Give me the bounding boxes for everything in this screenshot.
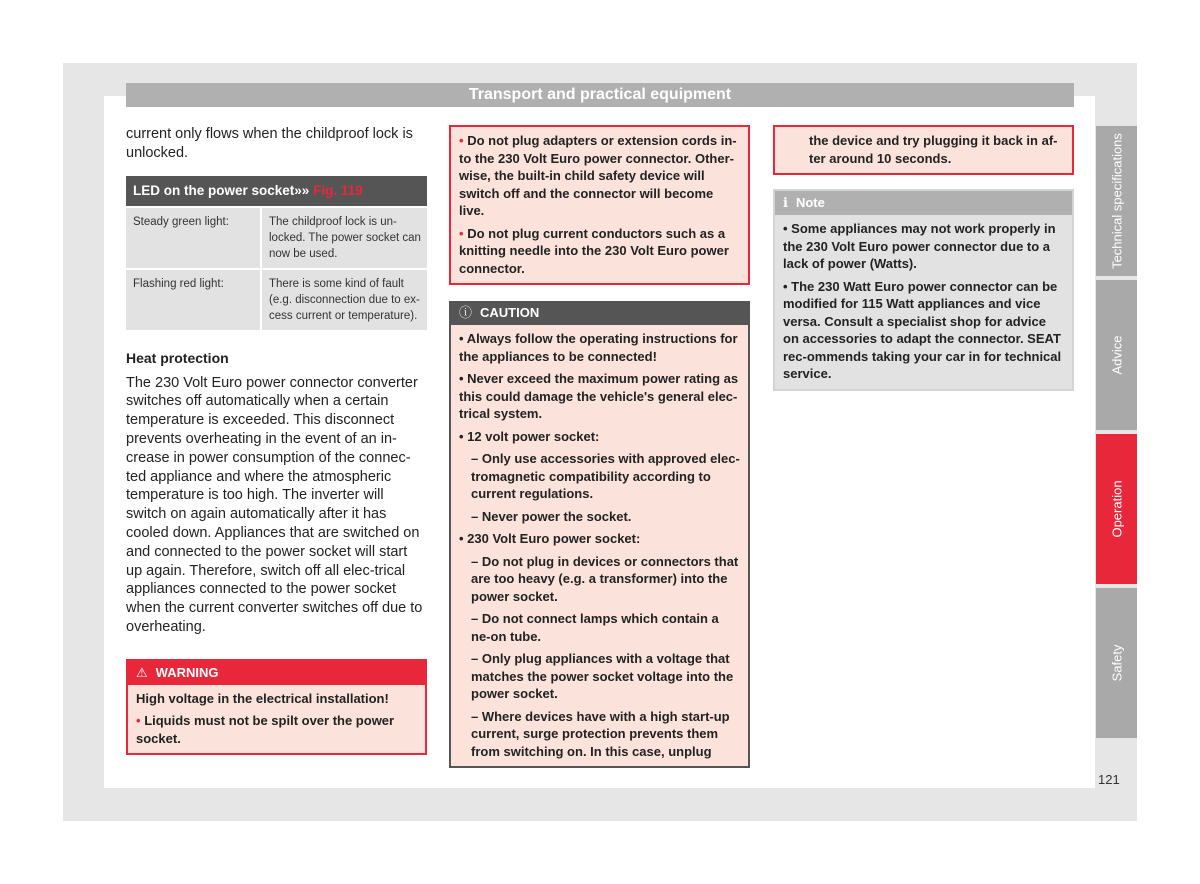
warning-continuation-body [451, 127, 748, 283]
note-box [773, 189, 1074, 391]
bullet-icon: • [459, 133, 464, 148]
sub-list-item-text: Do not connect lamps which contain a ne-on tube. [471, 611, 719, 644]
sub-list-item: – Only use accessories with approved elec-tromagnetic compatibility according to current regulations. [471, 451, 740, 501]
heat-protection-text: The 230 Volt Euro power connector converter switches off automatically when a certain temperature is exceeded. This disconnect prevents overheating in the event of an in-crease in power consumption of the connec-ted appliance and where the atmospheric temperature is too high. The inverter will switch on again automatically after it has cooled down. Appliances that are switched on and connected to the power socket will start up again. Therefore, switch off all elec-trical appliances connected to the power socket when the current converter switches off due to overheating. [126, 374, 423, 635]
sub-list-item: – Where devices have with a high start-up current, surge protection prevents them from switching on. In this case, unplug [471, 708, 730, 759]
warning-box [126, 659, 427, 756]
intro-text: current only flows when the childproof lock is unlocked. [126, 126, 413, 161]
column-3 [773, 125, 1074, 391]
led-state-label: Flashing red light: [133, 277, 224, 290]
led-state-label: Steady green light: [133, 215, 229, 228]
caution-continuation-box [773, 125, 1074, 175]
led-state-description: The childproof lock is un-locked. The power socket can now be used. [260, 208, 427, 268]
list-item: • 12 volt power socket: [459, 428, 600, 444]
sub-list-item-text: Where devices have with a high start-up current, surge protection prevents them from switching on. In this case, unplug [471, 708, 730, 759]
led-table-title: LED on the power socket [133, 182, 295, 198]
led-table [126, 176, 427, 330]
sub-list-item: – Do not connect lamps which contain a ne-on tube. [471, 611, 719, 644]
info-icon: ℹ [783, 195, 788, 210]
caution-body [451, 325, 748, 766]
arrow-icon: »» [294, 182, 310, 198]
sub-list-item-text: Only plug appliances with a voltage that matches the power socket voltage into the power socket. [471, 651, 734, 701]
sub-list-item: – Only plug appliances with a voltage that matches the power socket voltage into the power socket. [471, 651, 734, 701]
column-2 [449, 125, 750, 768]
led-table-header [126, 176, 427, 206]
sub-list-item: – Never power the socket. [471, 508, 632, 524]
note-body [775, 215, 1072, 389]
list-item [459, 132, 740, 220]
note-header [775, 191, 1072, 215]
tab-technical-specifications[interactable] [1096, 126, 1137, 276]
list-item: • 230 Volt Euro power socket: [459, 531, 641, 546]
tab-label: Safety [1109, 644, 1124, 682]
list-item-text: Always follow the operating instructions for the appliances to be connected! [459, 331, 738, 364]
exclamation-circle-icon: ⓘ [459, 305, 473, 320]
caution-label: CAUTION [480, 305, 540, 320]
warning-continuation-box [449, 125, 750, 285]
page-number: 121 [1098, 772, 1120, 787]
caution-box [449, 301, 750, 768]
note-label: Note [795, 195, 825, 210]
column-1 [126, 125, 427, 755]
tab-safety[interactable] [1096, 588, 1137, 738]
warning-lead: High voltage in the electrical installation! [136, 690, 389, 706]
tab-label: Advice [1109, 335, 1124, 375]
sub-list-item-text: Only use accessories with approved elec-tromagnetic compatibility according to current regulations. [471, 451, 740, 501]
heat-protection-heading: Heat protection [126, 349, 229, 366]
tab-advice[interactable] [1096, 280, 1137, 430]
list-item-text: Never exceed the maximum power rating as this could damage the vehicle's general elec-trical system. [459, 371, 739, 421]
list-item-text: 12 volt power socket: [467, 428, 600, 444]
warning-triangle-icon: ⚠ [136, 664, 148, 680]
list-item: • Never exceed the maximum power rating as this could damage the vehicle's general elec-trical system. [459, 371, 739, 421]
list-item: • The 230 Watt Euro power connector can be modified for 115 Watt appliances and vice versa. Consult a specialist shop for advice on accessories to adapt the connector. SEAT rec-ommends taking your car in for technical service. [783, 278, 1062, 381]
list-item-text: The 230 Watt Euro power connector can be modified for 115 Watt appliances and vice versa. Consult a specialist shop for advice on accessories to adapt the connector. SEAT rec-ommends taking your car in for technical service. [783, 278, 1062, 381]
sub-list-item: – Do not plug in devices or connectors that are too heavy (e.g. a transformer) into the power socket. [471, 553, 739, 604]
page-header: Transport and practical equipment [126, 83, 1074, 107]
warning-body [128, 685, 425, 754]
warning-bullet [136, 712, 417, 747]
table-row [126, 208, 427, 268]
sub-list-item-text: Never power the socket. [481, 508, 632, 524]
list-item-text: 230 Volt Euro power socket: [467, 531, 641, 546]
sub-list-item-text: Do not plug in devices or connectors that are too heavy (e.g. a transformer) into the power socket. [471, 553, 739, 604]
bullet-icon: • [459, 225, 464, 241]
list-item-text: Do not plug adapters or extension cords in-to the 230 Volt Euro power connector. Other-wise, the built-in child safety device will switch off and the connector will become live. [459, 133, 737, 218]
list-item-text: Some appliances may not work properly in the 230 Volt Euro power connector due to a lack of power (Watts). [783, 221, 1056, 271]
table-row [126, 270, 427, 330]
caution-header [451, 301, 748, 325]
led-state-description: There is some kind of fault (e.g. disconnection due to ex-cess current or temperature). [260, 270, 427, 330]
warning-label: WARNING [155, 664, 219, 680]
tab-label: Technical specifications [1109, 133, 1124, 269]
bullet-icon: • [136, 713, 141, 729]
caution-continuation-body: the device and try plugging it back in af-ter around 10 seconds. [809, 133, 1058, 166]
figure-link[interactable]: Fig. 119 [313, 182, 363, 198]
tab-operation[interactable] [1096, 434, 1137, 584]
list-item-text: Do not plug current conductors such as a knitting needle into the 230 Volt Euro power connector. [459, 225, 729, 276]
list-item [459, 225, 740, 278]
list-item: • Some appliances may not work properly in the 230 Volt Euro power connector due to a lack of power (Watts). [783, 221, 1056, 271]
warning-bullet-text: Liquids must not be spilt over the power socket. [136, 713, 395, 746]
tab-label: Operation [1109, 480, 1124, 538]
list-item: • Always follow the operating instructions for the appliances to be connected! [459, 331, 738, 364]
warning-header [128, 661, 425, 685]
